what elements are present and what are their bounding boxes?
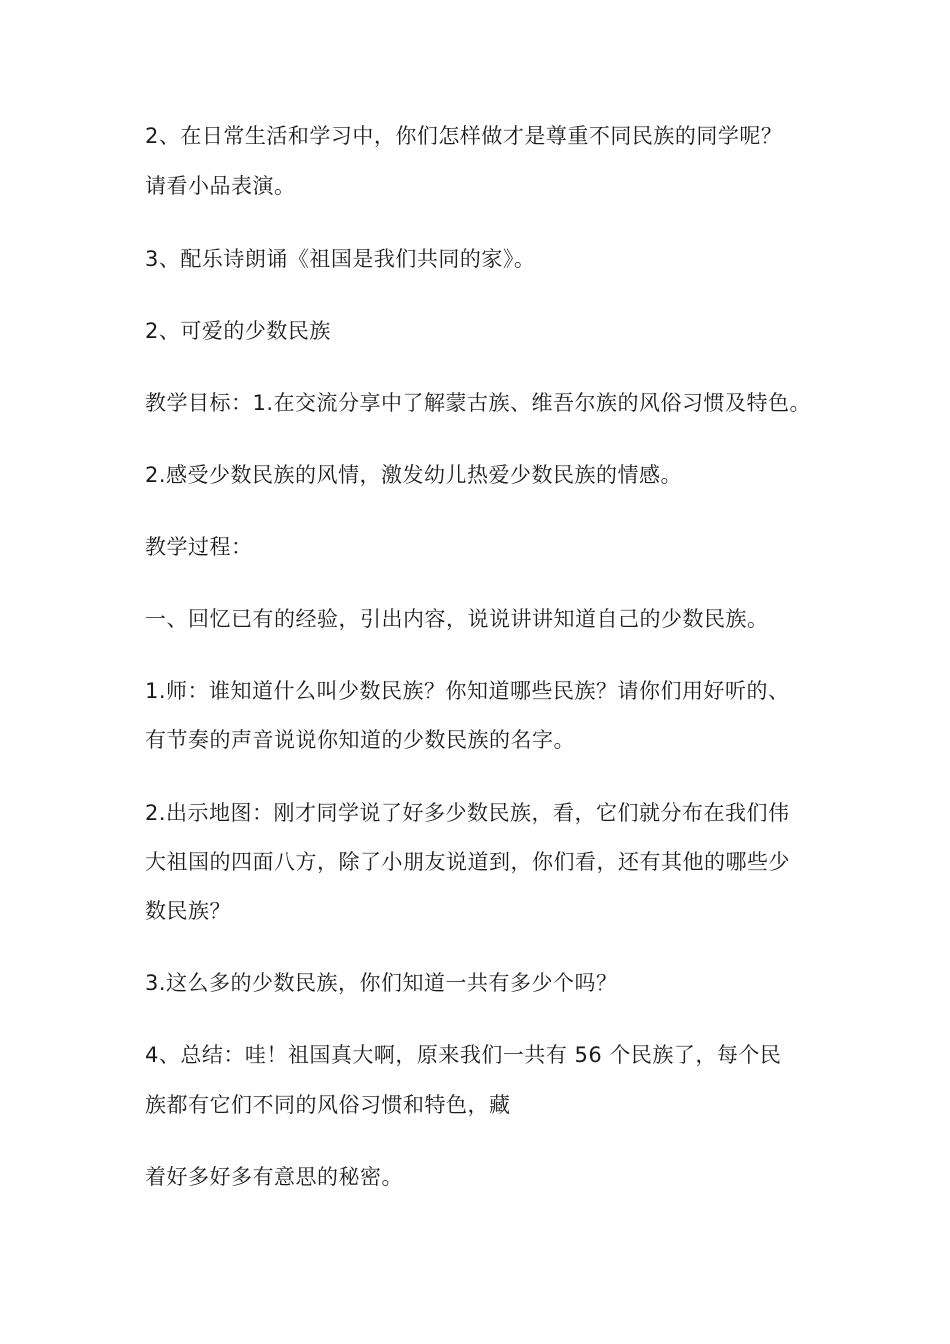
teaching-goal-1: 教学目标：1.在交流分享中了解蒙古族、维吾尔族的风俗习惯及特色。 <box>145 391 812 415</box>
text-line-14: 3.这么多的少数民族，你们知道一共有多少个吗？ <box>145 971 618 995</box>
text-line-13: 数民族？ <box>145 899 231 923</box>
text-line-16: 族都有它们不同的风俗习惯和特色，藏 <box>145 1093 511 1117</box>
text-line-9: 1.师：谁知道什么叫少数民族？你知道哪些民族？请你们用好听的、 <box>145 679 790 703</box>
text-line-10: 有节奏的声音说说你知道的少数民族的名字。 <box>145 728 575 752</box>
teaching-goal-2: 2.感受少数民族的风情，激发幼儿热爱少数民族的情感。 <box>145 463 683 487</box>
text-line-1: 2、在日常生活和学习中，你们怎样做才是尊重不同民族的同学呢？ <box>145 124 783 148</box>
text-line-3: 3、配乐诗朗诵《祖国是我们共同的家》。 <box>145 247 536 271</box>
text-line-15: 4、总结：哇！祖国真大啊，原来我们一共有 56 个民族了，每个民 <box>145 1043 782 1067</box>
text-line-17: 着好多好多有意思的秘密。 <box>145 1165 403 1189</box>
text-line-8: 一、回忆已有的经验，引出内容，说说讲讲知道自己的少数民族。 <box>145 607 769 631</box>
teaching-process-heading: 教学过程： <box>145 535 253 559</box>
text-line-11: 2.出示地图：刚才同学说了好多少数民族，看，它们就分布在我们伟 <box>145 801 790 825</box>
text-line-2: 请看小品表演。 <box>145 174 296 198</box>
text-line-12: 大祖国的四面八方，除了小朋友说道到，你们看，还有其他的哪些少 <box>145 850 790 874</box>
section-heading: 2、可爱的少数民族 <box>145 319 331 343</box>
